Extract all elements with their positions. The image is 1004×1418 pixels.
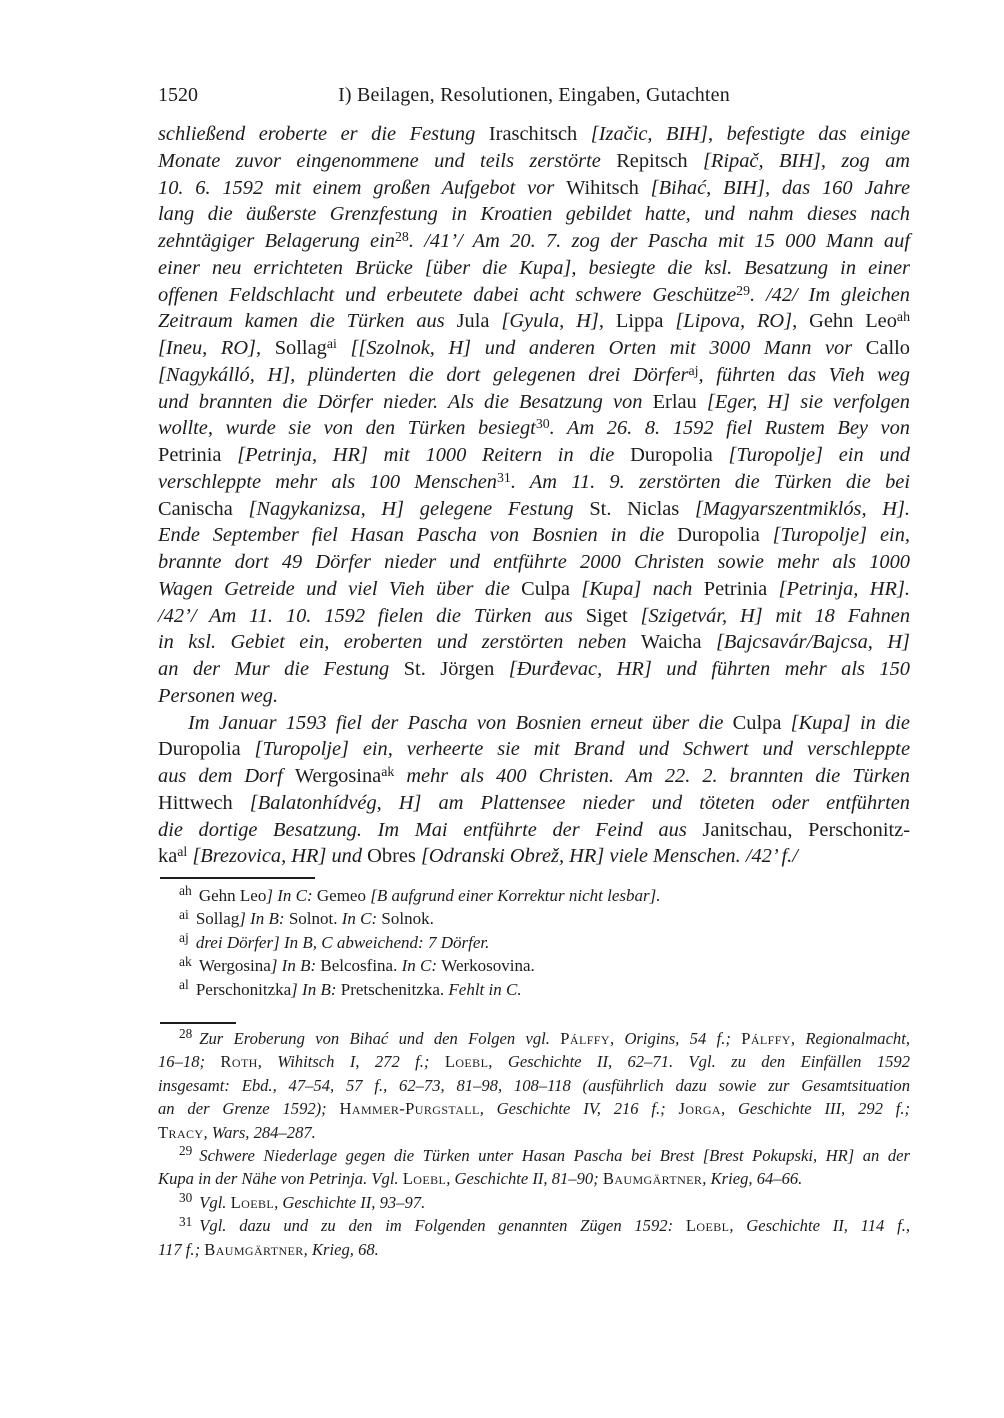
text-segment: Solnok. — [381, 909, 434, 929]
text-segment: [Lipova, RO], — [675, 310, 810, 333]
footnote-marker: 28 — [179, 1026, 193, 1042]
apparatus-note — [158, 907, 910, 930]
text-line — [158, 335, 910, 362]
text-segment: [Ineu, RO], — [158, 337, 275, 359]
footnote-line — [158, 1050, 910, 1073]
text-segment: drei Dörfer] In B, C abweichend: 7 Dörfer. — [195, 932, 490, 952]
text-segment: Perschonitzka — [195, 979, 292, 999]
text-segment: wollte, wurde sie von den Türken besiegt — [158, 417, 536, 440]
footnote-marker: al — [179, 976, 189, 992]
text-segment: insgesamt: Ebd., 47–54, 57 f., 62–73, 81–98, 108–118 (ausführlich dazu sowie zur Gesamtsituation — [158, 1075, 910, 1095]
text-segment: [Izačic, BIH], befestigte das einige — [590, 123, 911, 145]
text-segment: Hittwech — [158, 791, 250, 814]
text-segment: verschleppte mehr als 100 Menschen — [158, 470, 497, 493]
text-segment: St. Niclas — [589, 497, 695, 520]
text-segment: Janitschau, Perschonitz- — [702, 818, 910, 841]
apparatus-note — [158, 884, 910, 907]
text-segment: 10. 6. 1592 mit einem großen Aufgebot vor — [158, 176, 567, 199]
text-segment: Baumgärtner — [602, 1169, 703, 1189]
footnote-line — [158, 1144, 910, 1167]
text-segment: Loebl — [444, 1052, 489, 1072]
text-line — [158, 121, 910, 148]
text-line — [158, 282, 910, 309]
text-segment: Repitsch — [616, 149, 703, 172]
text-line — [158, 175, 910, 202]
text-segment: , Origins, 54 f.; — [609, 1029, 742, 1048]
text-segment: In C: — [341, 909, 382, 929]
text-segment: Wihitsch — [566, 176, 651, 199]
apparatus-note — [158, 931, 910, 954]
text-line — [158, 255, 910, 282]
text-segment: Sollag — [274, 337, 327, 359]
text-line — [158, 683, 910, 710]
text-segment: [Turopolje] ein und — [728, 444, 910, 466]
footnote-marker: 30 — [179, 1190, 193, 1206]
text-line — [158, 308, 910, 335]
text-segment: Loebl — [402, 1169, 447, 1189]
text-segment: Werkosovina. — [441, 956, 535, 976]
text-segment: einer neu errichteten Brücke [über die Kupa], besiegte die ksl. Besatzung in einer — [158, 256, 910, 279]
page-header — [158, 84, 910, 107]
footnote-marker: 31 — [179, 1213, 193, 1229]
text-segment: Fehlt in C. — [448, 979, 522, 999]
footnote-line — [158, 1238, 910, 1261]
text-segment: in ksl. Gebiet ein, eroberten und zerstörten neben — [158, 631, 641, 654]
text-segment: Gehn Leo — [809, 310, 897, 333]
footnote-line — [158, 1167, 910, 1190]
footnote-marker: ai — [326, 337, 337, 353]
text-line — [158, 817, 910, 844]
footnote-marker: ak — [381, 765, 395, 781]
text-segment: ] In B: — [270, 956, 321, 976]
text-segment: Canischa — [158, 497, 249, 520]
footnote-marker: 29 — [736, 283, 750, 299]
footnote-line — [158, 1121, 910, 1144]
text-segment: Jula — [456, 310, 502, 333]
text-line — [158, 228, 910, 255]
text-segment: Zeitraum kamen die Türken aus — [158, 310, 457, 333]
text-segment: Petrinia — [703, 577, 779, 600]
text-segment: , Geschichte II, 81–90; — [446, 1169, 603, 1189]
apparatus-note — [158, 978, 910, 1001]
text-line — [158, 656, 910, 683]
footnote-line — [158, 1191, 910, 1214]
text-line — [158, 790, 910, 817]
text-segment: [Odranski Obrež, HR] viele Menschen. /42’ f./ — [420, 845, 798, 868]
text-segment: , Regionalmacht, — [790, 1029, 910, 1048]
text-segment: Wergosina — [198, 956, 271, 976]
text-segment: [Petrinja, HR]. — [778, 577, 911, 600]
text-line — [158, 201, 910, 228]
text-segment: . Am 26. 8. 1592 fiel Rustem Bey von — [549, 417, 910, 440]
text-segment: . /42/ Im gleichen — [750, 283, 911, 306]
text-segment: Gehn Leo — [198, 886, 267, 905]
footnote-marker: 31 — [496, 470, 511, 486]
text-segment: ] In B: — [291, 979, 341, 999]
text-segment: , Geschichte II, 93–97. — [274, 1192, 426, 1212]
text-segment: Wagen Getreide und viel Vieh über die — [158, 577, 522, 600]
apparatus-note — [158, 954, 910, 977]
text-line — [158, 362, 910, 389]
running-head: I) Beilagen, Resolutionen, Eingaben, Gutachten — [338, 84, 730, 106]
text-segment: und brannten die Dörfer nieder. Als die Besatzung von — [158, 390, 653, 413]
footnote-marker: al — [177, 845, 188, 861]
footnote-marker: 28 — [394, 230, 409, 246]
text-segment: ] In B: — [239, 909, 289, 929]
text-segment: [Bihać, BIH], das 160 Jahre — [650, 176, 910, 199]
text-segment: Lippa — [615, 310, 676, 333]
text-line — [158, 522, 910, 549]
text-segment: ] In C: — [266, 886, 317, 905]
text-segment: Obres — [367, 845, 421, 868]
text-segment: Belcosfina. — [320, 956, 402, 976]
main-text — [158, 121, 910, 870]
footnote-line — [158, 1027, 910, 1050]
text-segment: Monate zuvor eingenommene und teils zerstörte — [158, 149, 617, 172]
text-segment: , Geschichte II, 62–71. Vgl. zu den Einfällen 1592 — [488, 1052, 910, 1072]
text-segment: Im Januar 1593 fiel der Pascha von Bosnien erneut über die — [188, 711, 733, 734]
text-line — [158, 148, 910, 175]
text-segment: St. Jörgen — [403, 658, 509, 680]
text-segment: Duropolia — [158, 738, 255, 761]
text-segment: , Wihitsch I, 272 f.; — [257, 1052, 445, 1072]
text-segment: Callo — [865, 337, 910, 359]
text-segment: an der Mur die Festung — [158, 658, 404, 680]
text-segment: [Turopolje] ein, verheerte sie mit Brand und Schwert und verschleppte — [254, 738, 910, 761]
text-segment: . /41’/ Am 20. 7. zog der Pascha mit 15 000 Mann auf — [408, 230, 910, 252]
text-segment: , Geschichte III, 292 f.; — [720, 1099, 911, 1119]
text-segment: Waicha — [640, 631, 716, 654]
text-segment: [Bajcsavár/Bajcsa, H] — [716, 631, 910, 654]
text-segment: In C: — [401, 956, 442, 976]
text-segment: , Krieg, 68. — [303, 1239, 379, 1259]
text-segment: , Wars, 284–287. — [203, 1122, 316, 1142]
apparatus-separator-rule — [160, 877, 315, 879]
text-segment: [Brezovica, HR] und — [187, 845, 368, 868]
text-line — [158, 843, 910, 870]
footnote-marker: aj — [688, 363, 699, 379]
text-segment: Loebl — [685, 1216, 730, 1236]
page-number: 1520 — [158, 84, 198, 106]
text-segment: brannte dort 49 Dörfer nieder und entführte 2000 Christen sowie mehr als 1000 — [158, 551, 910, 573]
text-line — [158, 389, 910, 416]
text-segment: Loebl — [230, 1192, 275, 1212]
text-segment: 16–18; — [158, 1052, 221, 1072]
text-segment: [Nagykanizsa, H] gelegene Festung — [248, 497, 590, 520]
text-segment: Erlau — [652, 390, 707, 413]
text-segment: Jorga — [678, 1099, 721, 1119]
text-segment: Vgl. dazu und zu den im Folgenden genannten Zügen 1592: — [199, 1216, 686, 1236]
text-segment: [Turopolje] ein, — [772, 524, 910, 547]
footnote-marker: ai — [179, 906, 189, 922]
text-line — [158, 469, 910, 496]
text-segment: Siget — [585, 604, 641, 627]
text-segment: [[Szolnok, H] und anderen Orten mit 3000 Mann vor — [336, 337, 866, 359]
footnote-marker: ah — [896, 310, 911, 326]
text-segment: /42’/ Am 11. 10. 1592 fielen die Türken aus — [158, 604, 586, 627]
text-segment: Ende September fiel Hasan Pascha von Bosnien in die — [158, 524, 678, 547]
text-segment: [Gyula, H], — [501, 310, 616, 333]
text-segment: Kupa in der Nähe von Petrinja. Vgl. — [158, 1169, 403, 1189]
text-segment: Zur Eroberung von Bihać und den Folgen vgl. — [199, 1029, 561, 1048]
text-segment: Tracy — [158, 1122, 204, 1142]
footnote-marker: 29 — [179, 1143, 193, 1159]
text-segment: Hammer-Purgstall — [339, 1099, 480, 1119]
text-segment: [Szigetvár, H] mit 18 Fahnen — [640, 604, 911, 627]
footnote-marker: 30 — [535, 417, 550, 433]
text-segment: Baumgärtner — [204, 1239, 304, 1259]
text-segment: , führten das Vieh weg — [698, 363, 911, 386]
text-segment: Petrinia — [158, 444, 238, 466]
text-segment: Pálffy — [560, 1029, 610, 1048]
text-segment: [Kupa] in die — [790, 711, 910, 734]
text-line — [158, 496, 910, 523]
text-segment: [Kupa] nach — [581, 577, 704, 600]
text-line — [158, 442, 910, 469]
text-segment: aus dem Dorf — [158, 765, 295, 787]
text-line — [158, 415, 910, 442]
text-line — [158, 603, 910, 630]
text-segment: . Am 11. 9. zerstörten die Türken die bei — [510, 470, 910, 493]
text-segment: Gemeo — [316, 886, 371, 905]
text-line — [158, 763, 910, 790]
footnote-line — [158, 1214, 910, 1237]
text-segment: Culpa — [521, 577, 582, 600]
text-segment: [Magyarszentmiklós, H]. — [694, 497, 911, 520]
text-segment: Sollag — [195, 909, 240, 929]
text-segment: Solnot. — [288, 909, 342, 929]
text-segment: Iraschitsch — [488, 123, 591, 145]
text-segment: Roth — [220, 1052, 258, 1072]
text-segment: Vgl. — [199, 1192, 231, 1212]
text-segment: die dortige Besatzung. Im Mai entführte der Feind aus — [158, 818, 703, 841]
text-segment: [Balatonhídvég, H] am Plattensee nieder und töteten oder entführten — [249, 791, 910, 814]
text-segment: schließend eroberte er die Festung — [158, 123, 489, 145]
text-segment: ka — [158, 845, 178, 868]
text-segment: [Nagykálló, H], plünderten die dort gelegenen drei Dörfer — [158, 363, 689, 386]
text-line — [158, 549, 910, 576]
text-segment: 117 f.; — [158, 1239, 205, 1259]
text-segment: [Ripač, BIH], zog am — [702, 149, 910, 172]
text-segment: Culpa — [732, 711, 791, 734]
text-segment: zehntägiger Belagerung ein — [158, 230, 395, 252]
critical-apparatus — [158, 884, 910, 1001]
footnotes — [158, 1027, 910, 1261]
text-segment: lang die äußerste Grenzfestung in Kroatien gebildet hatte, und nahm dieses nach — [158, 203, 910, 226]
text-segment: mehr als 400 Christen. Am 22. 2. brannten die Türken — [394, 765, 910, 787]
footnote-line — [158, 1097, 910, 1120]
text-segment: offenen Feldschlacht und erbeutete dabei acht schwere Geschütze — [158, 283, 737, 306]
text-segment: [Petrinja, HR] mit 1000 Reitern in die — [237, 444, 631, 466]
text-segment: [Đurđevac, HR] und führten mehr als 150 — [508, 658, 910, 680]
text-segment: Wergosina — [294, 765, 382, 787]
text-line — [158, 629, 910, 656]
footnote-marker: ah — [179, 883, 192, 899]
text-segment: , Geschichte IV, 216 f.; — [479, 1099, 679, 1119]
text-line — [158, 576, 910, 603]
text-segment: Personen weg. — [158, 684, 279, 707]
text-segment: [Eger, H] sie verfolgen — [706, 390, 910, 413]
text-line — [158, 710, 910, 737]
footnote-marker: ak — [179, 953, 192, 969]
text-line — [158, 736, 910, 763]
footnote-separator-rule — [160, 1022, 236, 1024]
text-segment: an der Grenze 1592); — [158, 1099, 340, 1119]
text-segment: Pálffy — [741, 1029, 791, 1048]
text-segment: Pretschenitzka. — [340, 979, 449, 999]
text-segment: Duropolia — [677, 524, 773, 547]
footnote-line — [158, 1074, 910, 1097]
text-segment: [B aufgrund einer Korrektur nicht lesbar]. — [370, 886, 661, 905]
text-segment: , Geschichte II, 114 f., — [729, 1216, 910, 1236]
footnote-marker: aj — [179, 930, 189, 946]
text-segment: Duropolia — [630, 444, 729, 466]
text-segment: Schwere Niederlage gegen die Türken unter Hasan Pascha bei Brest [Brest Pokupski, HR] an der — [199, 1146, 910, 1166]
text-segment: , Krieg, 64–66. — [702, 1169, 803, 1189]
